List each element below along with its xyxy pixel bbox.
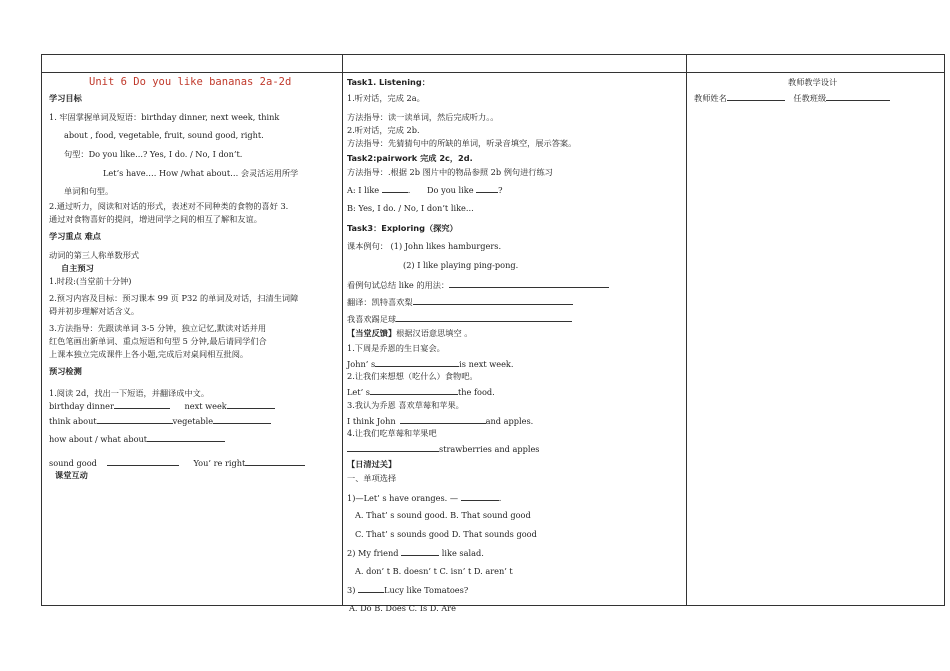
pair-line-b: B: Yes, I do. / No, I don’t like... [347, 203, 474, 213]
mc-q2-end: like salad. [441, 548, 484, 558]
feedback-1: 1.下周是乔恩的生日宴会。 [347, 343, 445, 353]
blank[interactable] [449, 279, 609, 288]
lesson-title: Unit 6 Do you like bananas 2a-2d [89, 76, 292, 88]
feedback-heading-label: 【当堂反馈】 [347, 328, 397, 338]
teacher-name-blank[interactable] [727, 92, 785, 101]
blank[interactable] [461, 492, 499, 501]
mc-q3 [347, 584, 468, 596]
example-1: 课本例句： (1) John likes hamburgers. [347, 241, 502, 251]
feedback-2: 2.让我们来想想（吃什么）食物吧。 [347, 371, 478, 381]
phrase-think-about: think about [49, 416, 97, 426]
feedback-4-answer [347, 443, 540, 455]
feedback-2-end: the food. [457, 387, 495, 397]
translate-2 [347, 313, 572, 325]
preview-3-line-a: 3.方法指导：先跟读单词 3-5 分钟，独立记忆,默读对话并用 [49, 323, 267, 333]
phrase-youre-right: You’ re right [193, 458, 246, 468]
feedback-3-answer [347, 415, 533, 427]
mc-q1-options-ab: A. That’ s sound good. B. That sound good [355, 510, 531, 520]
translate-1 [347, 296, 573, 308]
usage-summary [347, 279, 609, 291]
phrase-birthday-dinner: birthday dinner [49, 401, 114, 411]
blank[interactable] [401, 547, 439, 556]
mc-q3-number: 3) [347, 585, 356, 595]
goal-1-line-a: 1. 牢固掌握单词及短语：birthday dinner, next week, think [49, 112, 280, 122]
pair-a-label: A: I like [347, 185, 380, 195]
class-interaction-heading: 课堂互动 [55, 470, 88, 480]
teacher-design-heading: 教师教学设计 [788, 77, 838, 87]
blank[interactable] [396, 313, 572, 322]
preview-2-line-a: 2.预习内容及目标：预习课本 99 页 P32 的单词及对话，扫清生词障 [49, 293, 299, 303]
preview-1: 1.时段:(当堂前十分钟) [49, 276, 132, 286]
check-instruction: 1.阅读 2d，找出一下短语，并翻译成中文。 [49, 388, 210, 398]
check-row-1 [49, 400, 275, 412]
feedback-1-end: is next week. [459, 359, 514, 369]
blank[interactable] [400, 415, 486, 424]
mc-q1: 1)—Let’ s have oranges. — . [347, 493, 502, 503]
blank[interactable] [153, 415, 173, 424]
task3-heading: Task3：Exploring（探究） [347, 223, 458, 233]
blank[interactable] [97, 415, 153, 424]
teacher-name-label: 教师姓名 [694, 93, 727, 103]
check-row-3 [49, 433, 225, 445]
blank[interactable] [358, 584, 384, 593]
feedback-1-answer [347, 358, 514, 370]
feedback-2-start: Let’ s [347, 387, 370, 397]
task2-method: 方法指导：.根据 2b 图片中的物品参照 2b 例句进行练习 [347, 167, 553, 177]
translate-1-label: 翻译：凯特喜欢梨 [347, 297, 413, 307]
pair-a-question: Do you like [426, 185, 474, 195]
goal-1-sentence-patterns: 句型：Do you like...? Yes, I do. / No, I don’t. [64, 149, 243, 159]
goal-1-line-d: Let’s have.… How /what about… 会灵活运用所学 [103, 168, 299, 178]
preview-3-line-c: 上课本独立完成课件上各小题,完成后对桌间相互批阅。 [49, 349, 249, 359]
feedback-3-end: and apples. [485, 416, 534, 426]
task1-step-1: 1.听对话，完成 2a。 [347, 93, 425, 103]
blank[interactable] [375, 358, 459, 367]
worksheet-table [41, 54, 945, 613]
header-row-line [42, 72, 944, 73]
mc-q3-stem: Lucy like Tomatoes? [384, 585, 469, 595]
blank[interactable] [147, 433, 225, 442]
column-divider-2 [686, 55, 687, 605]
blank[interactable] [382, 184, 408, 193]
mc-q2-start: 2) My friend [347, 548, 399, 558]
mc-q2 [347, 547, 484, 559]
task1-step-2: 2.听对话，完成 2b. [347, 125, 420, 135]
feedback-1-start: John’ s [347, 359, 376, 369]
check-row-4 [49, 457, 305, 469]
blank[interactable] [213, 415, 271, 424]
usage-summary-label: 看例句试总结 like 的用法： [347, 280, 450, 290]
pair-a-question-mark: ? [498, 185, 503, 195]
teacher-class-label: 任教班级 [793, 93, 827, 103]
mc-q1-stem: 1)—Let’ s have oranges. — [347, 493, 459, 503]
mc-q1-options-cd: C. That’ s sounds good D. That sounds good [355, 529, 537, 539]
feedback-4-end: strawberries and apples [439, 444, 540, 454]
key-points-heading: 学习重点 难点 [49, 231, 101, 241]
example-2: (2) I like playing ping-pong. [403, 260, 519, 270]
preview-heading: 自主预习 [61, 263, 94, 273]
blank[interactable] [347, 443, 439, 452]
teacher-info [694, 92, 890, 104]
phrase-how-about: how about / what about [49, 434, 148, 444]
feedback-3-start: I think John [347, 416, 396, 426]
feedback-4: 4.让我们吃草莓和苹果吧 [347, 428, 437, 438]
mc-q2-options: A. don’ t B. doesn’ t C. isn’ t D. aren’ t [355, 566, 513, 576]
blank[interactable] [370, 386, 458, 395]
key-point-1: 动词的第三人称单数形式 [49, 250, 140, 260]
feedback-heading [347, 328, 472, 339]
goal-1-line-b: about , food, vegetable, fruit, sound good, right. [64, 130, 264, 140]
translate-2-label: 我喜欢踢足球 [347, 314, 397, 324]
pair-line-a: A: I like . Do you like ? [347, 185, 503, 195]
column-divider-1 [342, 55, 343, 605]
daily-check-heading: 【日清过关】 [347, 459, 397, 469]
goal-2-line-b: 通过对食物喜好的提问，增进同学之间的相互了解和友谊。 [49, 214, 262, 224]
mc-section-heading: 一、单项选择 [347, 473, 397, 483]
task1-heading: Task1. Listening： [347, 77, 430, 87]
goal-2-line-a: 2.通过听力，阅读和对话的形式，表述对不同种类的食物的喜好 3. [49, 201, 289, 211]
feedback-instruction: 根据汉语意思填空 。 [396, 328, 473, 338]
phrase-sound-good: sound good [49, 458, 97, 468]
mc-q3-options: A. Do B. Does C. Is D. Are [349, 603, 456, 613]
goals-heading: 学习目标 [49, 93, 82, 103]
preview-3-line-b: 红色笔画出新单词、重点短语和句型 5 分钟,最后请同学们合 [49, 336, 267, 346]
goal-1-line-e: 单词和句型。 [64, 186, 114, 196]
blank[interactable] [413, 296, 573, 305]
preview-2-line-b: 碍并初步理解对话含义。 [49, 306, 140, 316]
phrase-vegetable: vegetable [172, 416, 214, 426]
blank[interactable] [107, 457, 179, 466]
feedback-2-answer [347, 386, 495, 398]
blank[interactable] [245, 457, 305, 466]
blank[interactable] [114, 400, 170, 409]
task1-method-2: 方法指导：先猜猜句中的所缺的单词，听录音填空，展示答案。 [347, 138, 577, 148]
phrase-next-week: next week [184, 401, 227, 411]
blank[interactable] [476, 184, 498, 193]
feedback-3: 3.我认为乔恩 喜欢草莓和苹果。 [347, 400, 464, 410]
preview-check-heading: 预习检测 [49, 366, 82, 376]
task2-heading: Task2:pairwork 完成 2c，2d. [347, 153, 473, 163]
blank[interactable] [227, 400, 275, 409]
check-row-2 [49, 415, 271, 427]
task1-method-1: 方法指导：读一读单词，然后完成听力。。 [347, 112, 499, 122]
teacher-class-blank[interactable] [826, 92, 890, 101]
